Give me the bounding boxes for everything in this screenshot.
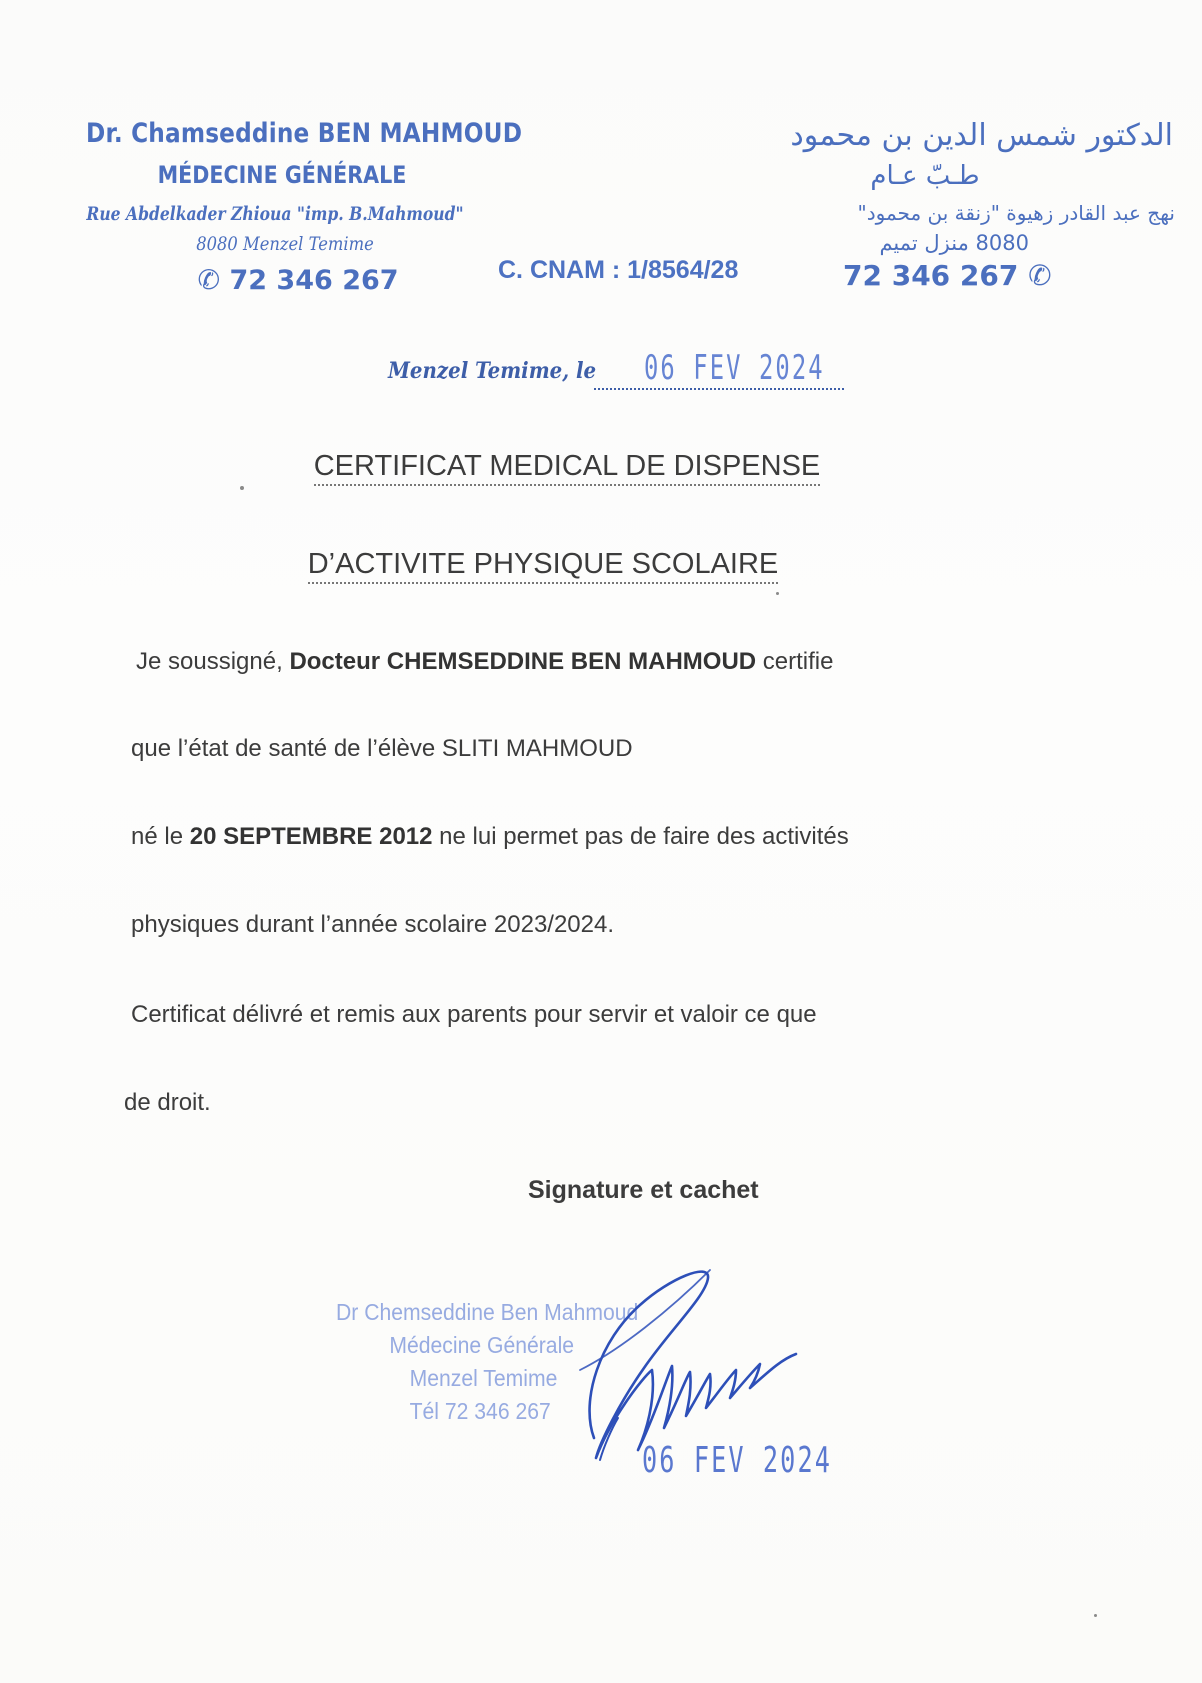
doctor-specialty-arabic: طـبّ عـام — [870, 161, 980, 191]
certificate-title-line2 — [0, 548, 1098, 581]
body-line-5: Certificat délivré et remis aux parents pour servir et valoir ce que — [131, 1001, 817, 1028]
title-line1-text: CERTIFICAT MEDICAL DE DISPENSE — [314, 450, 821, 486]
doctor-address: Rue Abdelkader Zhioua "imp. B.Mahmoud" — [86, 203, 464, 225]
date-stamp: 06 FEV 2024 — [644, 348, 825, 388]
student-name: SLITI MAHMOUD — [441, 735, 633, 762]
place-label: Menzel Temime, le — [388, 358, 597, 384]
stamp-line-3: Menzel Temime — [409, 1365, 558, 1391]
stamp-line-2: Médecine Générale — [389, 1332, 575, 1358]
body-text: ne lui permet pas de faire des activités — [439, 823, 849, 850]
letterhead-arabic — [735, 118, 1175, 292]
certificate-title-line1 — [12, 450, 1122, 483]
doctor-name-arabic: الدكتور شمس الدين بن محمود — [790, 118, 1173, 153]
stamp-line-4: Tél 72 346 267 — [409, 1398, 551, 1424]
doctor-name: Dr. Chamseddine BEN MAHMOUD — [86, 118, 523, 149]
body-text: que l’état de santé de l’élève — [131, 735, 436, 762]
paper-speck — [240, 486, 244, 490]
body-line-6: de droit. — [124, 1089, 211, 1116]
stamp-line-1: Dr Chemseddine Ben Mahmoud — [336, 1299, 639, 1325]
body-text: certifie — [762, 648, 834, 675]
date-dotted-line — [594, 388, 844, 390]
body-text: né le — [131, 823, 184, 850]
body-line-2 — [131, 735, 633, 763]
doctor-city: 8080 Menzel Temime — [196, 233, 374, 255]
letterhead-french — [72, 118, 523, 296]
body-line-4: physiques durant l’année scolaire 2023/2024. — [131, 911, 615, 938]
signature-label: Signature et cachet — [528, 1176, 759, 1204]
body-line-3 — [131, 823, 849, 851]
body-line-1 — [136, 648, 833, 676]
doctor-city-arabic: 8080 منزل تميم — [879, 231, 1029, 255]
body-text: Je soussigné, — [136, 648, 283, 675]
signature-date-stamp: 06 FEV 2024 — [642, 1440, 832, 1481]
paper-speck — [776, 592, 779, 595]
doctor-name-body: Docteur CHEMSEDDINE BEN MAHMOUD — [289, 648, 757, 675]
doctor-specialty: MÉDECINE GÉNÉRALE — [157, 161, 407, 189]
doctor-phone: ✆ 72 346 267 — [197, 265, 399, 296]
cnam-code: C. CNAM : 1/8564/28 — [498, 256, 739, 284]
doctor-address-arabic: نهج عبد القادر زهيوة "زنقة بن محمود" — [857, 201, 1175, 225]
paper-speck — [1094, 1614, 1097, 1617]
title-line2-text: D’ACTIVITE PHYSIQUE SCOLAIRE — [308, 548, 779, 584]
doctor-phone-arabic: 72 346 267 ✆ — [843, 259, 1052, 292]
birth-date: 20 SEPTEMBRE 2012 — [189, 823, 433, 850]
